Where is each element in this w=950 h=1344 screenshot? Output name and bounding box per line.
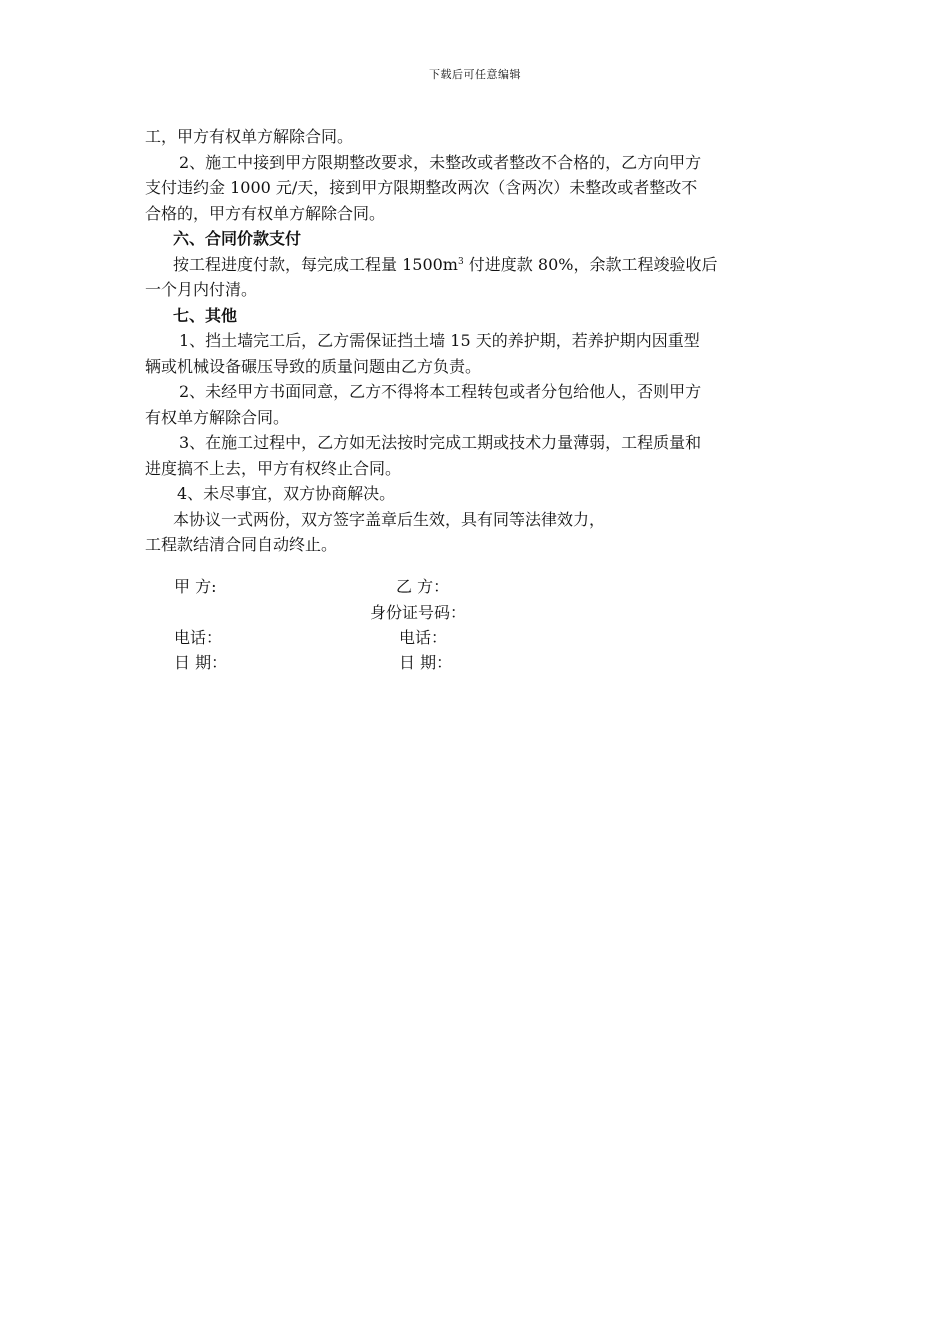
signature-row-id: [0, 600, 950, 625]
signature-row-phone: [0, 625, 950, 650]
paragraph-line: 工，甲方有权单方解除合同。: [145, 127, 354, 146]
paragraph-line: 进度搞不上去，甲方有权终止合同。: [145, 458, 402, 478]
signature-row-parties: [0, 574, 950, 599]
paragraph-line: 2、未经甲方书面同意，乙方不得将本工程转包或者分包给他人，否则甲方: [179, 382, 702, 401]
payment-text-b: 付进度款 80%，余款工程竣验收后: [463, 254, 718, 274]
section-heading-6: 六、合同价款支付: [173, 229, 302, 248]
date-a-label: 日 期：: [174, 653, 228, 672]
paragraph-line: 本协议一式两份，双方签字盖章后生效，具有同等法律效力，: [173, 509, 606, 529]
paragraph-line: 2、施工中接到甲方限期整改要求，未整改或者整改不合格的，乙方向甲方: [179, 152, 702, 172]
paragraph-line: 3、在施工过程中，乙方如无法按时完成工期或技术力量薄弱，工程质量和: [179, 433, 702, 452]
payment-text-a: 按工程进度付款，每完成工程量 1500m: [173, 254, 458, 274]
page-header: 下载后可任意编辑: [429, 68, 521, 81]
paragraph-line: 工程款结清合同自动终止。: [145, 535, 338, 554]
paragraph-line: 1、挡土墙完工后，乙方需保证挡土墙 15 天的养护期，若养护期内因重型: [179, 331, 700, 350]
phone-a-label: 电话：: [174, 628, 223, 647]
paragraph-line: 支付违约金 1000 元/天，接到甲方限期整改两次（含两次）未整改或者整改不: [145, 178, 698, 197]
paragraph-line: 辆或机械设备碾压导致的质量问题由乙方负责。: [145, 356, 482, 376]
id-number-label: 身份证号码：: [370, 603, 467, 622]
paragraph-line: 一个月内付清。: [145, 280, 258, 299]
party-b-label: 乙 方：: [396, 577, 450, 596]
paragraph-line: 有权单方解除合同。: [145, 407, 290, 427]
signature-row-date: [0, 650, 950, 675]
paragraph-line: 合格的，甲方有权单方解除合同。: [145, 203, 386, 223]
superscript: 3: [457, 256, 464, 267]
contract-body: [145, 124, 825, 558]
phone-b-label: 电话：: [399, 628, 448, 647]
section-heading-7: 七、其他: [173, 305, 238, 325]
paragraph-line: 4、未尽事宜，双方协商解决。: [177, 484, 396, 503]
paragraph-line: [145, 252, 825, 278]
party-a-label: 甲 方:: [174, 577, 217, 596]
date-b-label: 日 期：: [399, 653, 453, 672]
